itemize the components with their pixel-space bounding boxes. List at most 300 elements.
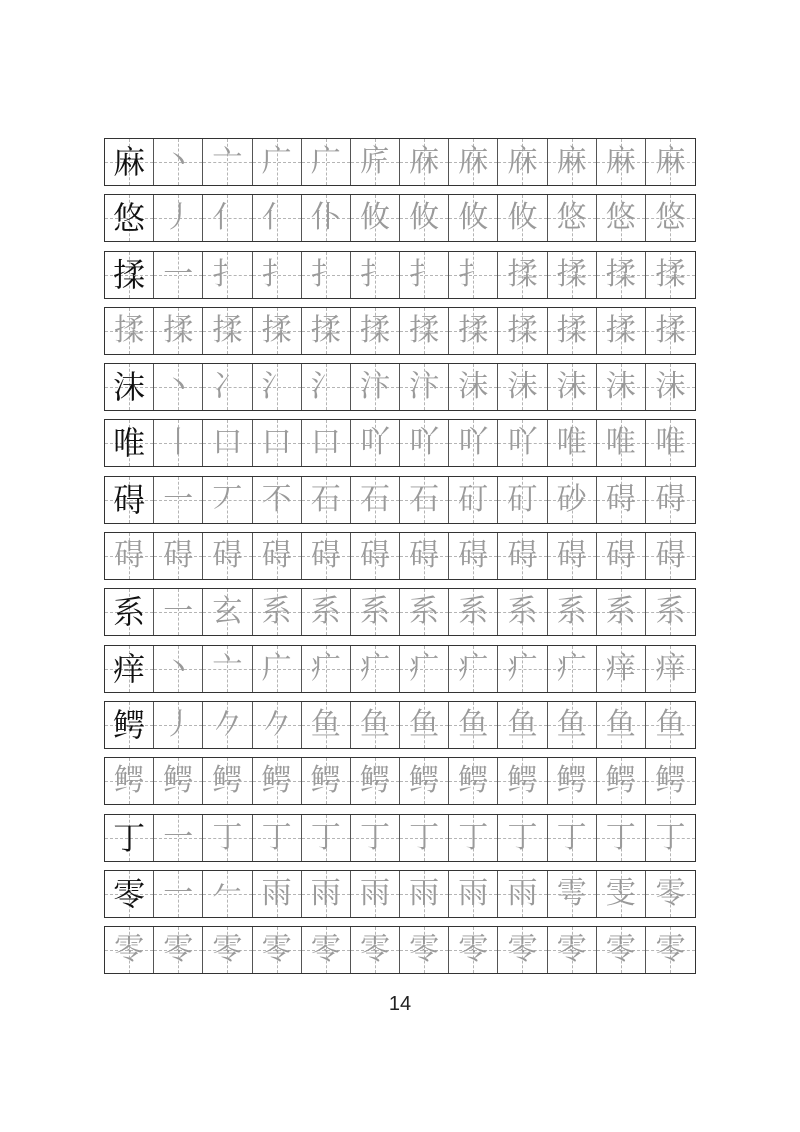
trace-character: 系 — [556, 594, 587, 630]
grid-cell — [646, 589, 695, 635]
trace-character: 亻 — [261, 200, 292, 236]
grid-cell — [154, 420, 203, 466]
trace-character: 揉 — [507, 256, 538, 292]
grid-cell — [597, 139, 646, 185]
trace-character: 丶 — [163, 650, 194, 686]
grid-cell — [597, 646, 646, 692]
grid-cell — [400, 533, 449, 579]
trace-character: 亠 — [212, 650, 243, 686]
trace-character: 鳄 — [310, 763, 341, 799]
trace-character: 𠂊 — [212, 706, 243, 742]
grid-cell — [646, 871, 695, 917]
grid-cell — [498, 364, 547, 410]
practice-row — [104, 194, 696, 242]
practice-row — [104, 757, 696, 805]
grid-cell — [154, 815, 203, 861]
grid-cell — [253, 195, 302, 241]
trace-character: 丁 — [605, 819, 636, 855]
grid-cell — [449, 927, 498, 973]
grid-cell — [105, 871, 154, 917]
grid-cell — [449, 533, 498, 579]
grid-cell — [105, 308, 154, 354]
trace-character: 攸 — [409, 200, 440, 236]
trace-character: 鱼 — [458, 706, 489, 742]
trace-character: 鳄 — [359, 763, 390, 799]
grid-cell — [154, 139, 203, 185]
grid-cell — [105, 646, 154, 692]
trace-character: 鳄 — [163, 763, 194, 799]
grid-cell — [302, 139, 351, 185]
trace-character: 揉 — [359, 312, 390, 348]
model-character: 揉 — [113, 255, 146, 294]
grid-cell — [548, 589, 597, 635]
trace-character: 亻 — [212, 200, 243, 236]
trace-character: 广 — [310, 144, 341, 179]
grid-cell — [400, 702, 449, 748]
grid-cell — [351, 758, 400, 804]
trace-character: 丁 — [409, 819, 440, 855]
grid-cell — [351, 139, 400, 185]
trace-character: 碍 — [409, 538, 440, 574]
grid-cell — [646, 533, 695, 579]
grid-cell — [105, 758, 154, 804]
grid-cell — [154, 252, 203, 298]
trace-character: 吖 — [409, 425, 440, 461]
trace-character: 系 — [359, 594, 390, 630]
grid-cell — [646, 308, 695, 354]
grid-cell — [351, 533, 400, 579]
model-character: 零 — [113, 874, 146, 913]
trace-character: 扌 — [409, 256, 440, 292]
model-character: 碍 — [113, 480, 146, 519]
trace-character: 鱼 — [409, 706, 440, 742]
model-character: 鳄 — [113, 705, 146, 744]
trace-character: 丁 — [359, 819, 390, 855]
trace-character: 氵 — [261, 369, 292, 405]
grid-cell — [400, 646, 449, 692]
grid-cell — [548, 815, 597, 861]
trace-character: 系 — [261, 594, 292, 630]
grid-cell — [154, 871, 203, 917]
grid-cell — [203, 195, 252, 241]
grid-cell — [646, 420, 695, 466]
trace-character: 零 — [212, 932, 243, 968]
trace-character: 零 — [163, 932, 194, 968]
trace-character: 庍 — [359, 144, 390, 179]
grid-cell — [203, 589, 252, 635]
grid-cell — [597, 871, 646, 917]
grid-cell — [302, 252, 351, 298]
trace-character: 雨 — [310, 875, 341, 911]
trace-character: 零 — [409, 932, 440, 968]
grid-cell — [302, 927, 351, 973]
grid-cell — [253, 589, 302, 635]
grid-cell — [302, 702, 351, 748]
grid-cell — [253, 927, 302, 973]
grid-cell — [105, 139, 154, 185]
grid-cell — [498, 195, 547, 241]
grid-cell — [302, 364, 351, 410]
grid-cell — [597, 815, 646, 861]
trace-character: 雩 — [556, 875, 587, 911]
grid-cell — [351, 308, 400, 354]
grid-cell — [400, 927, 449, 973]
model-character: 系 — [113, 593, 146, 632]
trace-character: 丁 — [556, 819, 587, 855]
grid-cell — [351, 420, 400, 466]
grid-cell — [646, 646, 695, 692]
trace-character: 碍 — [359, 538, 390, 574]
trace-character: 吖 — [458, 425, 489, 461]
grid-cell — [400, 139, 449, 185]
trace-character: 鳄 — [212, 763, 243, 799]
trace-character: 唯 — [605, 425, 636, 461]
trace-character: 鱼 — [507, 706, 538, 742]
practice-row — [104, 814, 696, 862]
grid-cell — [253, 308, 302, 354]
grid-cell — [351, 871, 400, 917]
trace-character: 揉 — [556, 312, 587, 348]
grid-cell — [400, 477, 449, 523]
trace-character: 揉 — [458, 312, 489, 348]
trace-character: 一 — [163, 819, 194, 855]
trace-character: 零 — [458, 932, 489, 968]
grid-cell — [498, 927, 547, 973]
trace-character: 零 — [261, 932, 292, 968]
grid-cell — [105, 420, 154, 466]
trace-character: 碍 — [458, 538, 489, 574]
grid-cell — [203, 420, 252, 466]
grid-cell — [351, 927, 400, 973]
trace-character: 矴 — [507, 481, 538, 517]
trace-character: 碍 — [212, 538, 243, 574]
trace-character: 碍 — [605, 481, 636, 517]
trace-character: 揉 — [655, 312, 686, 348]
grid-cell — [302, 477, 351, 523]
grid-cell — [449, 195, 498, 241]
trace-character: 揉 — [507, 312, 538, 348]
trace-character: 悠 — [655, 200, 686, 236]
practice-row — [104, 251, 696, 299]
trace-character: 广 — [261, 144, 292, 179]
grid-cell — [351, 815, 400, 861]
model-character: 痒 — [113, 649, 146, 688]
trace-character: 丁 — [507, 819, 538, 855]
trace-character: 庥 — [409, 144, 440, 179]
grid-cell — [646, 927, 695, 973]
trace-character: 痒 — [605, 650, 636, 686]
trace-character: 丁 — [310, 819, 341, 855]
grid-cell — [646, 139, 695, 185]
trace-character: 砂 — [556, 481, 587, 517]
practice-row — [104, 138, 696, 186]
trace-character: 丆 — [212, 481, 243, 517]
trace-character: 沫 — [605, 369, 636, 405]
trace-character: 碍 — [114, 538, 145, 574]
trace-character: 口 — [261, 425, 292, 461]
practice-row — [104, 701, 696, 749]
trace-character: 揉 — [556, 256, 587, 292]
grid-cell — [498, 589, 547, 635]
grid-cell — [449, 308, 498, 354]
trace-character: 疒 — [359, 650, 390, 686]
grid-cell — [646, 815, 695, 861]
trace-character: 庥 — [458, 144, 489, 179]
grid-cell — [105, 195, 154, 241]
grid-cell — [105, 533, 154, 579]
trace-character: 石 — [409, 481, 440, 517]
grid-cell — [105, 252, 154, 298]
trace-character: 丁 — [261, 819, 292, 855]
trace-character: 碍 — [655, 538, 686, 574]
trace-character: 揉 — [310, 312, 341, 348]
grid-cell — [351, 646, 400, 692]
grid-cell — [646, 702, 695, 748]
trace-character: 广 — [261, 650, 292, 686]
trace-character: 一 — [163, 256, 194, 292]
trace-character: 鳄 — [114, 763, 145, 799]
trace-character: 揉 — [163, 312, 194, 348]
grid-cell — [597, 702, 646, 748]
trace-character: 零 — [655, 875, 686, 911]
grid-cell — [351, 477, 400, 523]
trace-character: 系 — [458, 594, 489, 630]
trace-character: 雯 — [605, 875, 636, 911]
model-character: 丁 — [113, 818, 146, 857]
trace-character: 揉 — [114, 312, 145, 348]
grid-cell — [154, 702, 203, 748]
model-character: 沫 — [113, 368, 146, 407]
trace-character: 系 — [409, 594, 440, 630]
grid-cell — [302, 871, 351, 917]
grid-cell — [449, 420, 498, 466]
grid-cell — [646, 477, 695, 523]
trace-character: 𠂉 — [212, 875, 243, 911]
grid-cell — [105, 702, 154, 748]
trace-character: 悠 — [556, 200, 587, 236]
trace-character: 碍 — [655, 481, 686, 517]
grid-cell — [597, 420, 646, 466]
grid-cell — [449, 815, 498, 861]
practice-row — [104, 588, 696, 636]
grid-cell — [253, 252, 302, 298]
trace-character: 鳄 — [556, 763, 587, 799]
trace-character: 汴 — [359, 369, 390, 405]
trace-character: 麻 — [605, 144, 636, 179]
grid-cell — [449, 364, 498, 410]
grid-cell — [253, 871, 302, 917]
grid-cell — [154, 195, 203, 241]
trace-character: 鳄 — [655, 763, 686, 799]
trace-character: 丶 — [163, 369, 194, 405]
trace-character: 零 — [655, 932, 686, 968]
grid-cell — [351, 589, 400, 635]
grid-cell — [351, 195, 400, 241]
grid-cell — [203, 252, 252, 298]
trace-character: 玄 — [212, 594, 243, 630]
grid-cell — [449, 252, 498, 298]
grid-cell — [351, 252, 400, 298]
grid-cell — [105, 589, 154, 635]
practice-row — [104, 307, 696, 355]
trace-character: 碍 — [507, 538, 538, 574]
trace-character: 碍 — [163, 538, 194, 574]
grid-cell — [302, 308, 351, 354]
grid-cell — [351, 364, 400, 410]
grid-cell — [302, 815, 351, 861]
grid-cell — [253, 815, 302, 861]
grid-cell — [400, 308, 449, 354]
grid-cell — [498, 420, 547, 466]
trace-character: 沫 — [556, 369, 587, 405]
trace-character: 疒 — [310, 650, 341, 686]
practice-row — [104, 419, 696, 467]
trace-character: 石 — [310, 481, 341, 517]
grid-cell — [400, 758, 449, 804]
trace-character: 丿 — [163, 706, 194, 742]
trace-character: 零 — [359, 932, 390, 968]
trace-character: 揉 — [212, 312, 243, 348]
trace-character: 亠 — [212, 144, 243, 179]
grid-cell — [548, 927, 597, 973]
trace-character: 揉 — [605, 312, 636, 348]
grid-cell — [498, 477, 547, 523]
grid-cell — [203, 139, 252, 185]
grid-cell — [203, 477, 252, 523]
grid-cell — [400, 871, 449, 917]
trace-character: 石 — [359, 481, 390, 517]
practice-row — [104, 363, 696, 411]
grid-cell — [548, 195, 597, 241]
grid-cell — [646, 364, 695, 410]
grid-cell — [597, 589, 646, 635]
grid-cell — [400, 815, 449, 861]
grid-cell — [154, 364, 203, 410]
practice-row — [104, 476, 696, 524]
grid-cell — [302, 195, 351, 241]
trace-character: 鱼 — [310, 706, 341, 742]
grid-cell — [498, 871, 547, 917]
practice-row — [104, 645, 696, 693]
trace-character: 一 — [163, 875, 194, 911]
grid-cell — [400, 252, 449, 298]
grid-cell — [400, 589, 449, 635]
trace-character: 系 — [507, 594, 538, 630]
grid-cell — [203, 646, 252, 692]
trace-character: 雨 — [261, 875, 292, 911]
trace-character: 零 — [605, 932, 636, 968]
trace-character: 唯 — [655, 425, 686, 461]
grid-cell — [253, 533, 302, 579]
trace-character: 零 — [310, 932, 341, 968]
grid-cell — [302, 589, 351, 635]
grid-cell — [154, 308, 203, 354]
trace-character: 麻 — [655, 144, 686, 179]
trace-character: 鳄 — [261, 763, 292, 799]
trace-character: 一 — [163, 481, 194, 517]
trace-character: 揉 — [261, 312, 292, 348]
trace-character: 扌 — [212, 256, 243, 292]
trace-character: 系 — [310, 594, 341, 630]
trace-character: 鱼 — [359, 706, 390, 742]
grid-cell — [203, 364, 252, 410]
grid-cell — [449, 477, 498, 523]
trace-character: 疒 — [409, 650, 440, 686]
trace-character: 氵 — [310, 369, 341, 405]
grid-cell — [105, 477, 154, 523]
grid-cell — [548, 533, 597, 579]
trace-character: 丁 — [655, 819, 686, 855]
grid-cell — [548, 139, 597, 185]
grid-cell — [105, 815, 154, 861]
trace-character: 碍 — [310, 538, 341, 574]
trace-character: 零 — [556, 932, 587, 968]
trace-character: 沫 — [655, 369, 686, 405]
trace-character: 冫 — [212, 369, 243, 405]
trace-character: 鱼 — [655, 706, 686, 742]
trace-character: 零 — [114, 932, 145, 968]
grid-cell — [154, 477, 203, 523]
trace-character: 丶 — [163, 144, 194, 179]
trace-character: 鱼 — [605, 706, 636, 742]
grid-cell — [351, 702, 400, 748]
grid-cell — [449, 589, 498, 635]
trace-character: 疒 — [556, 650, 587, 686]
trace-character: 鳄 — [458, 763, 489, 799]
trace-character: 雨 — [458, 875, 489, 911]
grid-cell — [646, 252, 695, 298]
grid-cell — [597, 533, 646, 579]
grid-cell — [302, 758, 351, 804]
trace-character: 口 — [310, 425, 341, 461]
grid-cell — [597, 364, 646, 410]
grid-cell — [400, 195, 449, 241]
trace-character: 扌 — [310, 256, 341, 292]
grid-cell — [449, 139, 498, 185]
trace-character: 雨 — [507, 875, 538, 911]
grid-cell — [498, 758, 547, 804]
grid-cell — [449, 646, 498, 692]
trace-character: 鳄 — [409, 763, 440, 799]
grid-cell — [548, 758, 597, 804]
grid-cell — [548, 702, 597, 748]
trace-character: 矴 — [458, 481, 489, 517]
grid-cell — [203, 815, 252, 861]
grid-cell — [498, 139, 547, 185]
grid-cell — [253, 139, 302, 185]
grid-cell — [400, 364, 449, 410]
trace-character: 吖 — [507, 425, 538, 461]
grid-cell — [498, 252, 547, 298]
trace-character: 揉 — [655, 256, 686, 292]
grid-cell — [597, 758, 646, 804]
grid-cell — [498, 533, 547, 579]
grid-cell — [597, 195, 646, 241]
trace-character: 丿 — [163, 200, 194, 236]
trace-character: 雨 — [409, 875, 440, 911]
practice-grid — [104, 138, 696, 982]
practice-row — [104, 532, 696, 580]
grid-cell — [203, 871, 252, 917]
trace-character: 仆 — [310, 200, 341, 236]
model-character: 悠 — [113, 199, 146, 238]
trace-character: 不 — [261, 481, 292, 517]
grid-cell — [548, 364, 597, 410]
model-character: 唯 — [113, 424, 146, 463]
trace-character: 系 — [605, 594, 636, 630]
grid-cell — [548, 871, 597, 917]
trace-character: 碍 — [556, 538, 587, 574]
